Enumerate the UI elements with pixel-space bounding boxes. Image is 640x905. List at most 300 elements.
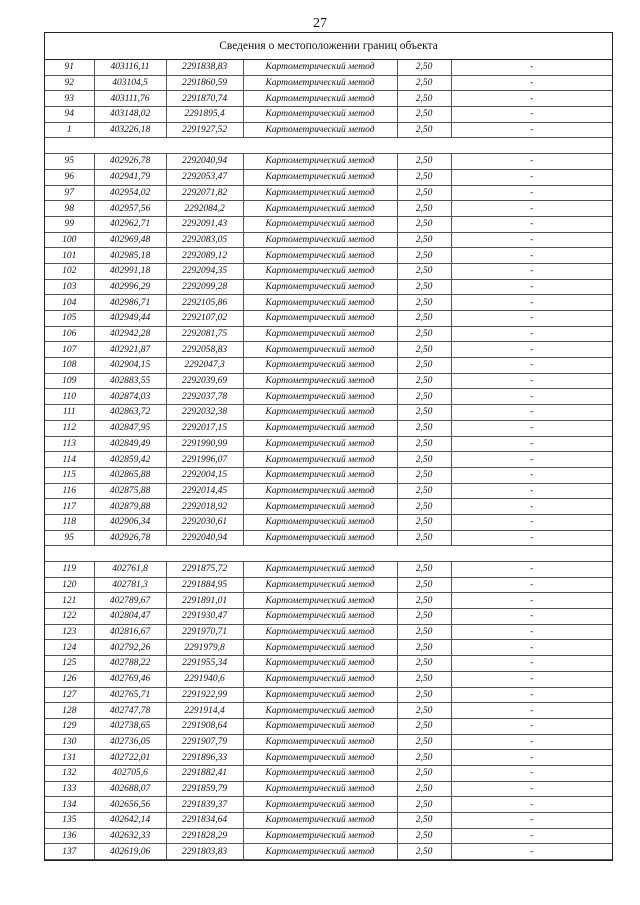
method-cell: Картометрический метод [243,797,397,813]
method-cell: Картометрический метод [243,358,397,374]
y-coordinate-cell: 2291896,33 [166,750,243,766]
method-cell: Картометрический метод [243,248,397,264]
point-number-cell: 93 [45,91,94,107]
description-cell: - [451,405,612,421]
coordinates-table [45,60,612,860]
table-row [45,593,612,609]
precision-cell: 2,50 [397,358,451,374]
precision-cell: 2,50 [397,279,451,295]
method-cell: Картометрический метод [243,656,397,672]
x-coordinate-cell: 402954,02 [94,185,166,201]
point-number-cell: 100 [45,232,94,248]
y-coordinate-cell: 2291914,4 [166,703,243,719]
table-row [45,60,612,75]
table-row [45,467,612,483]
precision-cell: 2,50 [397,185,451,201]
table-row [45,797,612,813]
description-cell: - [451,91,612,107]
method-cell: Картометрический метод [243,750,397,766]
y-coordinate-cell: 2291882,41 [166,765,243,781]
precision-cell: 2,50 [397,813,451,829]
method-cell: Картометрический метод [243,514,397,530]
method-cell: Картометрический метод [243,530,397,546]
y-coordinate-cell: 2292058,83 [166,342,243,358]
x-coordinate-cell: 402906,34 [94,514,166,530]
table-row [45,389,612,405]
method-cell: Картометрический метод [243,640,397,656]
y-coordinate-cell: 2292047,3 [166,358,243,374]
description-cell: - [451,436,612,452]
precision-cell: 2,50 [397,75,451,91]
y-coordinate-cell: 2292032,38 [166,405,243,421]
method-cell: Картометрический метод [243,593,397,609]
y-coordinate-cell: 2292094,35 [166,263,243,279]
point-number-cell: 102 [45,263,94,279]
description-cell: - [451,373,612,389]
x-coordinate-cell: 402736,05 [94,734,166,750]
precision-cell: 2,50 [397,405,451,421]
table-row [45,609,612,625]
precision-cell: 2,50 [397,248,451,264]
description-cell: - [451,60,612,75]
description-cell: - [451,797,612,813]
description-cell: - [451,593,612,609]
description-cell: - [451,703,612,719]
x-coordinate-cell: 402942,28 [94,326,166,342]
table-row [45,577,612,593]
table-title: Сведения о местоположении границ объекта [45,33,612,60]
table-row [45,405,612,421]
y-coordinate-cell: 2291860,59 [166,75,243,91]
y-coordinate-cell: 2292089,12 [166,248,243,264]
x-coordinate-cell: 402642,14 [94,813,166,829]
x-coordinate-cell: 402738,65 [94,718,166,734]
table-row [45,263,612,279]
method-cell: Картометрический метод [243,60,397,75]
x-coordinate-cell: 402705,6 [94,765,166,781]
point-number-cell: 106 [45,326,94,342]
point-number-cell: 109 [45,373,94,389]
y-coordinate-cell: 2291838,83 [166,60,243,75]
x-coordinate-cell: 402859,42 [94,452,166,468]
precision-cell: 2,50 [397,201,451,217]
table-row [45,718,612,734]
separator-cell [45,138,612,154]
table-row [45,169,612,185]
precision-cell: 2,50 [397,593,451,609]
method-cell: Картометрический метод [243,577,397,593]
x-coordinate-cell: 402781,3 [94,577,166,593]
point-number-cell: 91 [45,60,94,75]
description-cell: - [451,75,612,91]
precision-cell: 2,50 [397,609,451,625]
point-number-cell: 125 [45,656,94,672]
precision-cell: 2,50 [397,295,451,311]
y-coordinate-cell: 2292030,61 [166,514,243,530]
point-number-cell: 137 [45,844,94,860]
precision-cell: 2,50 [397,687,451,703]
method-cell: Картометрический метод [243,420,397,436]
point-number-cell: 105 [45,311,94,327]
precision-cell: 2,50 [397,703,451,719]
description-cell: - [451,467,612,483]
point-number-cell: 95 [45,530,94,546]
table-row [45,562,612,578]
description-cell: - [451,656,612,672]
point-number-cell: 113 [45,436,94,452]
method-cell: Картометрический метод [243,499,397,515]
point-number-cell: 103 [45,279,94,295]
table-row [45,311,612,327]
precision-cell: 2,50 [397,499,451,515]
precision-cell: 2,50 [397,734,451,750]
x-coordinate-cell: 402632,33 [94,828,166,844]
table-row [45,295,612,311]
description-cell: - [451,216,612,232]
y-coordinate-cell: 2291955,34 [166,656,243,672]
description-cell: - [451,671,612,687]
x-coordinate-cell: 402792,26 [94,640,166,656]
y-coordinate-cell: 2292107,02 [166,311,243,327]
point-number-cell: 92 [45,75,94,91]
description-cell: - [451,844,612,860]
precision-cell: 2,50 [397,232,451,248]
y-coordinate-cell: 2291940,6 [166,671,243,687]
method-cell: Картометрический метод [243,405,397,421]
x-coordinate-cell: 402941,79 [94,169,166,185]
y-coordinate-cell: 2291907,79 [166,734,243,750]
method-cell: Картометрический метод [243,342,397,358]
x-coordinate-cell: 402904,15 [94,358,166,374]
y-coordinate-cell: 2291870,74 [166,91,243,107]
precision-cell: 2,50 [397,263,451,279]
table-row [45,530,612,546]
precision-cell: 2,50 [397,326,451,342]
x-coordinate-cell: 402996,29 [94,279,166,295]
precision-cell: 2,50 [397,828,451,844]
precision-cell: 2,50 [397,467,451,483]
precision-cell: 2,50 [397,718,451,734]
method-cell: Картометрический метод [243,122,397,138]
method-cell: Картометрический метод [243,107,397,123]
y-coordinate-cell: 2291834,64 [166,813,243,829]
table-row [45,499,612,515]
precision-cell: 2,50 [397,216,451,232]
point-number-cell: 99 [45,216,94,232]
precision-cell: 2,50 [397,562,451,578]
coordinates-sheet [44,32,613,861]
point-number-cell: 133 [45,781,94,797]
y-coordinate-cell: 2292083,05 [166,232,243,248]
method-cell: Картометрический метод [243,765,397,781]
precision-cell: 2,50 [397,169,451,185]
table-row [45,687,612,703]
point-number-cell: 101 [45,248,94,264]
y-coordinate-cell: 2292091,43 [166,216,243,232]
y-coordinate-cell: 2291895,4 [166,107,243,123]
x-coordinate-cell: 402656,56 [94,797,166,813]
table-row [45,844,612,860]
table-row [45,75,612,91]
point-number-cell: 127 [45,687,94,703]
table-row [45,107,612,123]
method-cell: Картометрический метод [243,279,397,295]
point-number-cell: 107 [45,342,94,358]
point-number-cell: 112 [45,420,94,436]
description-cell: - [451,781,612,797]
description-cell: - [451,640,612,656]
x-coordinate-cell: 402761,8 [94,562,166,578]
method-cell: Картометрический метод [243,624,397,640]
table-row [45,154,612,170]
table-row [45,436,612,452]
precision-cell: 2,50 [397,420,451,436]
method-cell: Картометрический метод [243,452,397,468]
point-number-cell: 123 [45,624,94,640]
precision-cell: 2,50 [397,154,451,170]
table-row [45,624,612,640]
point-number-cell: 128 [45,703,94,719]
method-cell: Картометрический метод [243,828,397,844]
description-cell: - [451,499,612,515]
table-row [45,342,612,358]
x-coordinate-cell: 403226,18 [94,122,166,138]
description-cell: - [451,232,612,248]
point-number-cell: 117 [45,499,94,515]
y-coordinate-cell: 2291990,99 [166,436,243,452]
separator-row [45,138,612,154]
x-coordinate-cell: 402962,71 [94,216,166,232]
description-cell: - [451,750,612,766]
y-coordinate-cell: 2292004,15 [166,467,243,483]
x-coordinate-cell: 402957,56 [94,201,166,217]
precision-cell: 2,50 [397,656,451,672]
x-coordinate-cell: 403104,5 [94,75,166,91]
table-row [45,326,612,342]
description-cell: - [451,248,612,264]
method-cell: Картометрический метод [243,232,397,248]
x-coordinate-cell: 402722,01 [94,750,166,766]
method-cell: Картометрический метод [243,201,397,217]
method-cell: Картометрический метод [243,813,397,829]
precision-cell: 2,50 [397,373,451,389]
y-coordinate-cell: 2292081,75 [166,326,243,342]
precision-cell: 2,50 [397,389,451,405]
x-coordinate-cell: 402949,44 [94,311,166,327]
precision-cell: 2,50 [397,577,451,593]
method-cell: Картометрический метод [243,436,397,452]
description-cell: - [451,530,612,546]
table-row [45,373,612,389]
description-cell: - [451,389,612,405]
point-number-cell: 126 [45,671,94,687]
method-cell: Картометрический метод [243,671,397,687]
description-cell: - [451,828,612,844]
y-coordinate-cell: 2291803,83 [166,844,243,860]
separator-cell [45,546,612,562]
precision-cell: 2,50 [397,91,451,107]
x-coordinate-cell: 402926,78 [94,530,166,546]
precision-cell: 2,50 [397,122,451,138]
x-coordinate-cell: 402619,06 [94,844,166,860]
description-cell: - [451,326,612,342]
point-number-cell: 135 [45,813,94,829]
y-coordinate-cell: 2291859,79 [166,781,243,797]
method-cell: Картометрический метод [243,562,397,578]
description-cell: - [451,577,612,593]
point-number-cell: 118 [45,514,94,530]
table-row [45,279,612,295]
method-cell: Картометрический метод [243,75,397,91]
description-cell: - [451,279,612,295]
point-number-cell: 96 [45,169,94,185]
table-row [45,671,612,687]
description-cell: - [451,609,612,625]
point-number-cell: 1 [45,122,94,138]
table-row [45,703,612,719]
y-coordinate-cell: 2292014,45 [166,483,243,499]
y-coordinate-cell: 2292018,92 [166,499,243,515]
x-coordinate-cell: 402789,67 [94,593,166,609]
description-cell: - [451,624,612,640]
table-row [45,483,612,499]
x-coordinate-cell: 402921,87 [94,342,166,358]
x-coordinate-cell: 402849,49 [94,436,166,452]
method-cell: Картометрический метод [243,844,397,860]
point-number-cell: 94 [45,107,94,123]
precision-cell: 2,50 [397,750,451,766]
point-number-cell: 98 [45,201,94,217]
method-cell: Картометрический метод [243,703,397,719]
point-number-cell: 104 [45,295,94,311]
x-coordinate-cell: 402985,18 [94,248,166,264]
x-coordinate-cell: 402788,22 [94,656,166,672]
table-row [45,358,612,374]
x-coordinate-cell: 402865,88 [94,467,166,483]
method-cell: Картометрический метод [243,389,397,405]
y-coordinate-cell: 2291839,37 [166,797,243,813]
precision-cell: 2,50 [397,844,451,860]
point-number-cell: 132 [45,765,94,781]
description-cell: - [451,420,612,436]
description-cell: - [451,452,612,468]
precision-cell: 2,50 [397,797,451,813]
description-cell: - [451,154,612,170]
y-coordinate-cell: 2291927,52 [166,122,243,138]
description-cell: - [451,562,612,578]
y-coordinate-cell: 2291922,99 [166,687,243,703]
y-coordinate-cell: 2292053,47 [166,169,243,185]
x-coordinate-cell: 402847,95 [94,420,166,436]
y-coordinate-cell: 2291970,71 [166,624,243,640]
page-number: 27 [313,16,327,31]
method-cell: Картометрический метод [243,781,397,797]
point-number-cell: 124 [45,640,94,656]
point-number-cell: 115 [45,467,94,483]
method-cell: Картометрический метод [243,91,397,107]
x-coordinate-cell: 402991,18 [94,263,166,279]
x-coordinate-cell: 402688,07 [94,781,166,797]
x-coordinate-cell: 403111,76 [94,91,166,107]
description-cell: - [451,718,612,734]
table-row [45,813,612,829]
method-cell: Картометрический метод [243,483,397,499]
y-coordinate-cell: 2291875,72 [166,562,243,578]
precision-cell: 2,50 [397,781,451,797]
y-coordinate-cell: 2292084,2 [166,201,243,217]
x-coordinate-cell: 402879,88 [94,499,166,515]
table-row [45,452,612,468]
point-number-cell: 110 [45,389,94,405]
point-number-cell: 108 [45,358,94,374]
table-row [45,765,612,781]
x-coordinate-cell: 403116,11 [94,60,166,75]
point-number-cell: 97 [45,185,94,201]
table-row [45,232,612,248]
x-coordinate-cell: 402863,72 [94,405,166,421]
method-cell: Картометрический метод [243,154,397,170]
precision-cell: 2,50 [397,640,451,656]
y-coordinate-cell: 2292017,15 [166,420,243,436]
y-coordinate-cell: 2291884,95 [166,577,243,593]
point-number-cell: 119 [45,562,94,578]
precision-cell: 2,50 [397,765,451,781]
x-coordinate-cell: 402765,71 [94,687,166,703]
table-row [45,185,612,201]
table-row [45,514,612,530]
point-number-cell: 95 [45,154,94,170]
precision-cell: 2,50 [397,514,451,530]
point-number-cell: 130 [45,734,94,750]
method-cell: Картометрический метод [243,185,397,201]
description-cell: - [451,358,612,374]
description-cell: - [451,169,612,185]
method-cell: Картометрический метод [243,718,397,734]
description-cell: - [451,201,612,217]
point-number-cell: 121 [45,593,94,609]
y-coordinate-cell: 2292037,78 [166,389,243,405]
precision-cell: 2,50 [397,311,451,327]
y-coordinate-cell: 2291930,47 [166,609,243,625]
description-cell: - [451,734,612,750]
table-row [45,420,612,436]
y-coordinate-cell: 2292105,86 [166,295,243,311]
y-coordinate-cell: 2291979,8 [166,640,243,656]
description-cell: - [451,295,612,311]
point-number-cell: 134 [45,797,94,813]
precision-cell: 2,50 [397,342,451,358]
table-row [45,201,612,217]
x-coordinate-cell: 402874,03 [94,389,166,405]
method-cell: Картометрический метод [243,467,397,483]
precision-cell: 2,50 [397,530,451,546]
x-coordinate-cell: 402926,78 [94,154,166,170]
y-coordinate-cell: 2292039,69 [166,373,243,389]
x-coordinate-cell: 402875,88 [94,483,166,499]
y-coordinate-cell: 2291828,29 [166,828,243,844]
table-row [45,750,612,766]
description-cell: - [451,765,612,781]
table-row [45,734,612,750]
x-coordinate-cell: 402747,78 [94,703,166,719]
table-row [45,640,612,656]
table-row [45,216,612,232]
point-number-cell: 114 [45,452,94,468]
description-cell: - [451,185,612,201]
method-cell: Картометрический метод [243,311,397,327]
y-coordinate-cell: 2292040,94 [166,154,243,170]
y-coordinate-cell: 2292071,82 [166,185,243,201]
